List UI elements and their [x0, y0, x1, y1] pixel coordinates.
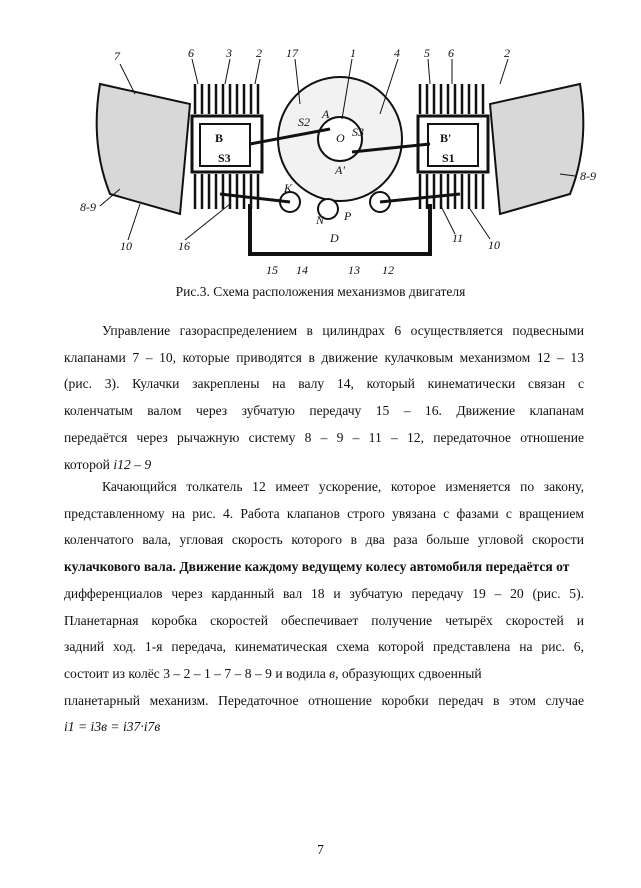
label-14: 14 — [296, 263, 308, 277]
label-A-prime: A' — [335, 163, 345, 177]
p2-line-8 — [64, 661, 584, 688]
p2-line-8c: , образующих сдвоенный — [335, 665, 482, 681]
label-8-9-left: 8-9 — [80, 200, 96, 214]
label-2-right: 2 — [504, 46, 510, 60]
label-7: 7 — [114, 49, 120, 63]
label-6-right: 6 — [448, 46, 454, 60]
label-P: P — [344, 209, 352, 223]
label-S3b: S3 — [352, 125, 364, 139]
label-15: 15 — [266, 263, 278, 277]
p1-line-5: передаётся через рычажную систему 8 – 9 – 11 – 12, передаточное отношение — [64, 429, 584, 445]
label-17: 17 — [286, 46, 298, 60]
label-S1: S1 — [442, 151, 455, 165]
p2-line-4b: Движение каждому ведущему колесу автомобиля передаётся от — [175, 559, 570, 575]
paragraph-1 — [64, 318, 584, 478]
label-B-prime: B' — [440, 131, 452, 145]
engine-diagram — [80, 44, 600, 280]
label-8-9-right: 8-9 — [580, 169, 596, 183]
p2-line-7: задний ход. 1-я передача, кинематическая схема которой представлена на рис. 6, — [64, 639, 584, 655]
p2-line-6: Планетарная коробка скоростей обеспечивает получение четырёх скоростей и — [64, 612, 584, 628]
ratio-formula-1: i12 – 9 — [113, 456, 152, 472]
p1-line-6-text: которой — [64, 456, 110, 472]
label-10-right: 10 — [488, 238, 500, 252]
label-A: A — [322, 107, 330, 121]
right-cylinder-head — [490, 84, 583, 214]
p1-line-1: Управление газораспределением в цилиндрах 6 осуществляется подвесными — [102, 323, 584, 338]
label-12: 12 — [382, 263, 394, 277]
figure-caption: Рис.3. Схема расположения механизмов двигателя — [175, 284, 466, 299]
paragraph-2 — [64, 474, 584, 741]
label-16: 16 — [178, 239, 190, 253]
p2-line-4a: кулачкового вала. — [64, 559, 176, 575]
p1-line-2: клапанами 7 – 10, которые приводятся в движение кулачковым механизмом 12 – 13 — [64, 349, 584, 365]
p2-line-9: планетарный механизм. Передаточное отношение коробки передач в этом случае — [64, 692, 584, 708]
oil-pan — [250, 204, 430, 254]
p2-line-3: коленчатого вала, угловая скорость которого в два раза больше угловой скорости — [64, 532, 584, 548]
left-cylinder-head — [97, 84, 190, 214]
label-K: K — [284, 181, 293, 195]
label-6-left: 6 — [188, 46, 194, 60]
p2-line-2: представленному на рис. 4. Работа клапанов строго увязана с фазами с вращением — [64, 505, 584, 521]
p1-line-3: (рис. 3). Кулачки закреплены на валу 14, который кинематически связан с — [64, 376, 584, 392]
p2-line-1: Качающийся толкатель 12 имеет ускорение, которое изменяется по закону, — [102, 479, 584, 494]
label-1: 1 — [350, 46, 356, 60]
label-13: 13 — [348, 263, 360, 277]
label-5: 5 — [424, 46, 430, 60]
engine-diagram-svg — [80, 44, 600, 280]
label-10-left: 10 — [120, 239, 132, 253]
label-S2: S2 — [298, 115, 310, 129]
label-O: O — [336, 131, 345, 145]
p2-line-5: дифференциалов через карданный вал 18 и зубчатую передачу 19 – 20 (рис. 5). — [64, 585, 584, 601]
p2-line-8a: состоит из колёс 3 – 2 – 1 – 7 – 8 – 9 и водила — [64, 665, 326, 681]
label-N: N — [316, 213, 325, 227]
ratio-formula-2: i1 = i3в = i37·i7в — [64, 719, 161, 735]
p1-line-4: коленчатым валом через зубчатую передачу 15 – 16. Движение клапанам — [64, 403, 584, 419]
label-S3: S3 — [218, 151, 231, 165]
p2-line-4 — [64, 554, 584, 581]
label-2-left: 2 — [256, 46, 262, 60]
label-B: B — [215, 131, 224, 145]
label-3: 3 — [226, 46, 232, 60]
label-4: 4 — [394, 46, 400, 60]
label-D: D — [330, 231, 339, 245]
page-number: 7 — [317, 842, 324, 857]
label-11: 11 — [452, 231, 464, 245]
p2-line-8b: в — [329, 665, 336, 681]
